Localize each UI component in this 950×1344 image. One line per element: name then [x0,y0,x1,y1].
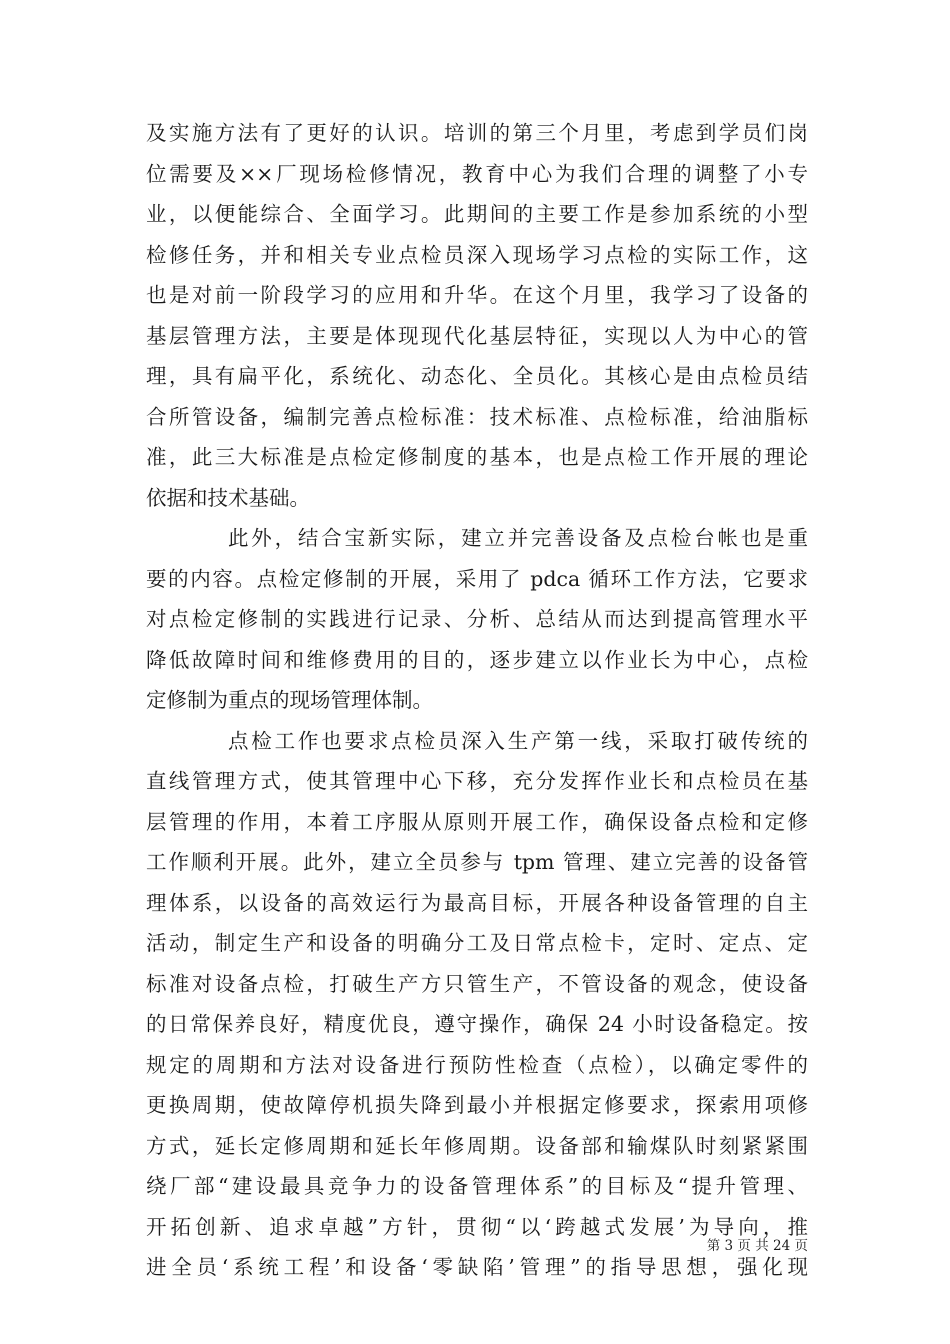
text-line: 点检工作也要求点检员深入生产第一线，采取打破传统的 [228,728,808,753]
text-line: 业，以便能综合、全面学习。此期间的主要工作是参加系统的小型 [146,202,808,226]
text-line: 基层管理方法，主要是体现现代化基层特征，实现以人为中心的管 [146,323,808,348]
text-line: 更换周期，使故障停机损失降到最小并根据定修要求，探索用项修 [146,1093,808,1117]
body-text [146,113,808,1288]
text-line: 开拓创新、追求卓越”方针，贯彻“以‘跨越式发展’为导向，推 [146,1214,808,1239]
text-line: 理，具有扁平化，系统化、动态化、全员化。其核心是由点检员结 [146,364,808,388]
text-line: 绕厂部“建设最具竞争力的设备管理体系”的目标及“提升管理、 [146,1174,808,1198]
text-line: 进全员‘系统工程’和设备‘零缺陷’管理”的指导思想，强化现 [146,1255,808,1279]
text-line: 降低故障时间和维修费用的目的，逐步建立以作业长为中心，点检 [146,647,808,672]
text-line: 直线管理方式，使其管理中心下移，充分发挥作业长和点检员在基 [146,769,808,793]
text-line: 活动，制定生产和设备的明确分工及日常点检卡，定时、定点、定 [146,931,808,955]
text-line: 工作顺利开展。此外，建立全员参与 tpm 管理、建立完善的设备管 [146,850,808,874]
text-line: 合所管设备，编制完善点检标准：技术标准、点检标准，给油脂标 [146,404,808,429]
text-line: 对点检定修制的实践进行记录、分析、总结从而达到提高管理水平 [146,607,808,631]
text-line: 准，此三大标准是点检定修制度的基本，也是点检工作开展的理论 [146,445,808,469]
text-line: 依据和技术基础。 [146,485,310,510]
page-number: 第 3 页 共 24 页 [706,1238,808,1254]
text-line: 方式，延长定修周期和延长年修周期。设备部和输煤队时刻紧紧围 [146,1133,808,1158]
text-line: 要的内容。点检定修制的开展，采用了 pdca 循环工作方法，它要求 [146,566,808,591]
text-line: 及实施方法有了更好的认识。培训的第三个月里，考虑到学员们岗 [146,121,808,145]
text-line: 理体系，以设备的高效运行为最高目标，开展各种设备管理的自主 [146,890,808,915]
text-line: 定修制为重点的现场管理体制。 [146,688,433,712]
text-line: 检修任务，并和相关专业点检员深入现场学习点检的实际工作，这 [146,242,808,267]
text-line: 位需要及××厂现场检修情况，教育中心为我们合理的调整了小专 [146,161,808,186]
text-line: 也是对前一阶段学习的应用和升华。在这个月里，我学习了设备的 [146,283,808,307]
text-line: 层管理的作用，本着工序服从原则开展工作，确保设备点检和定修 [146,809,808,834]
text-line: 的日常保养良好，精度优良，遵守操作，确保 24 小时设备稳定。按 [146,1012,808,1036]
text-line: 标准对设备点检，打破生产方只管生产，不管设备的观念，使设备 [146,971,808,996]
text-line: 此外，结合宝新实际，建立并完善设备及点检台帐也是重 [228,526,808,550]
text-line: 规定的周期和方法对设备进行预防性检查（点检），以确定零件的 [146,1052,808,1077]
